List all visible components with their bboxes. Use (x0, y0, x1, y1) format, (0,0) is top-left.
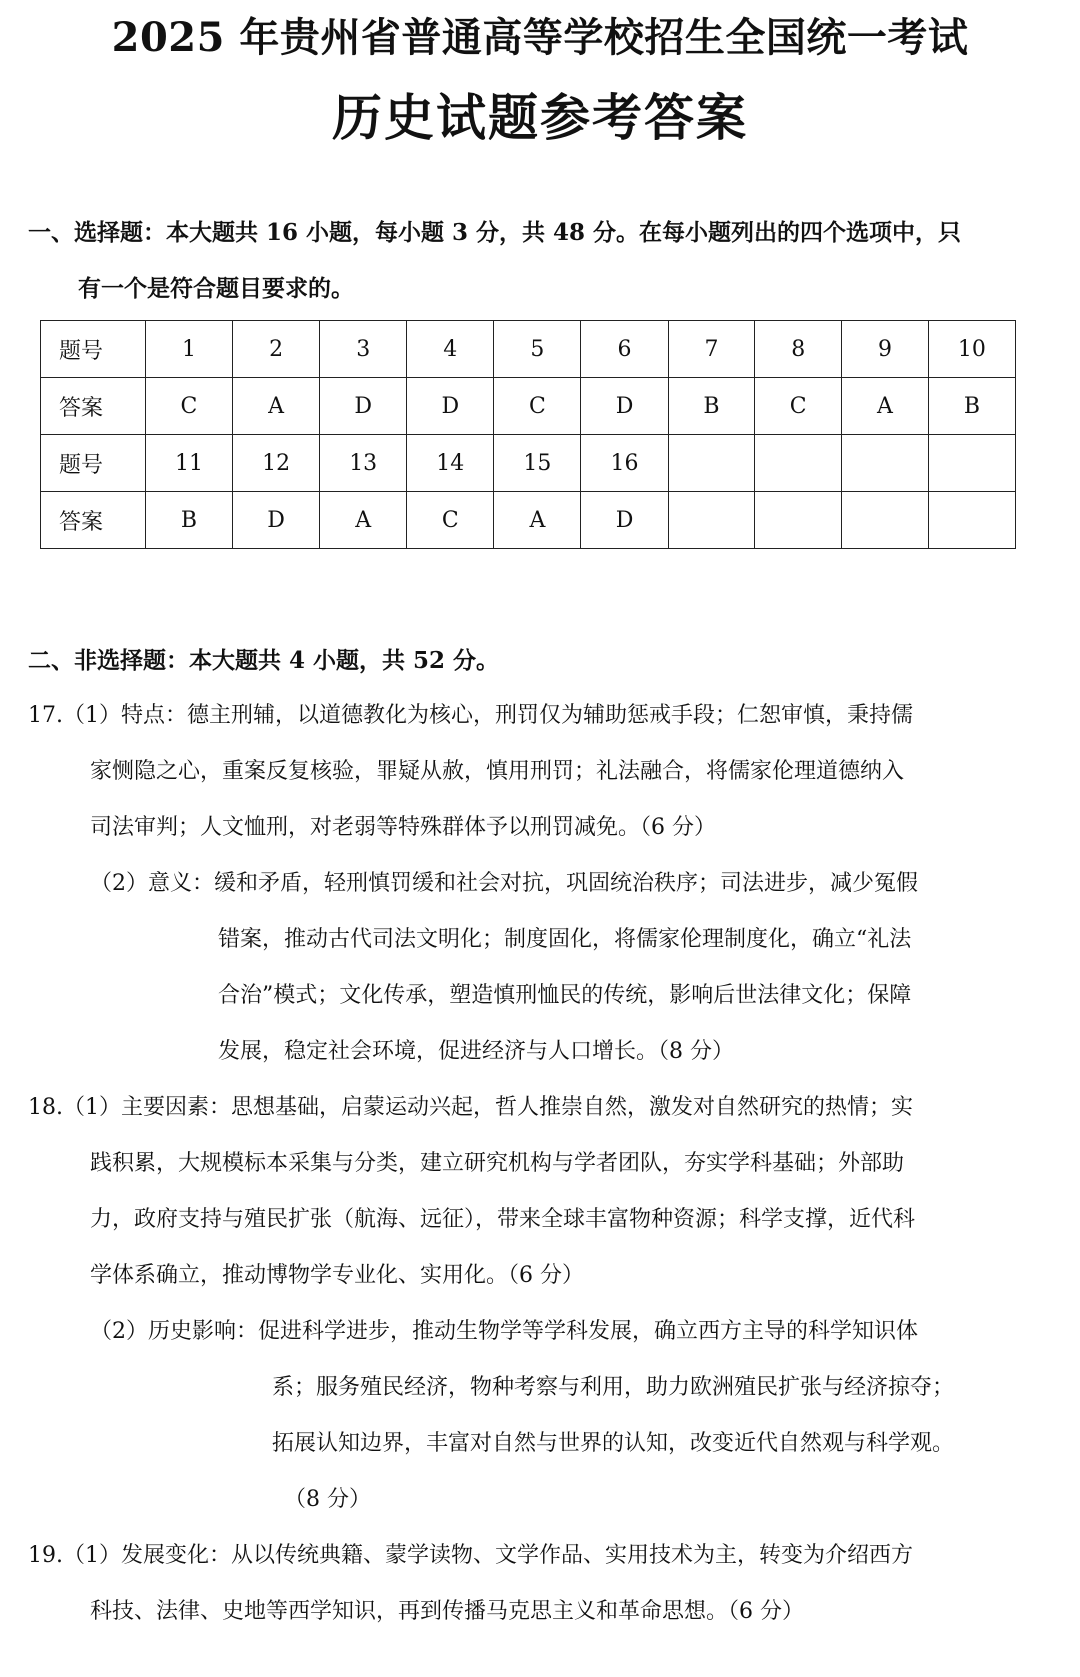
q17-part2-line: 发展，稳定社会环境，促进经济与人口增长。（8 分） (218, 1039, 734, 1064)
table-cell: D (320, 378, 407, 435)
table-cell (668, 435, 755, 492)
row-label: 答案 (41, 378, 146, 435)
q17-part1-line: 17.（1）特点：德主刑辅，以道德教化为核心，刑罚仅为辅助惩戒手段；仁恕审慎，秉持儒 (28, 703, 913, 728)
table-cell: 9 (842, 321, 929, 378)
q18-part1-line: 践积累，大规模标本采集与分类，建立研究机构与学者团队，夯实学科基础；外部助 (90, 1151, 905, 1176)
table-cell: 1 (145, 321, 232, 378)
section1-heading (28, 205, 1048, 317)
exam-title: 2025 年贵州省普通高等学校招生全国统一考试 (111, 14, 969, 61)
table-cell: C (407, 492, 494, 549)
table-row (41, 435, 1016, 492)
table-cell: 15 (494, 435, 581, 492)
table-cell: 12 (233, 435, 320, 492)
table-cell: 10 (928, 321, 1015, 378)
table-cell: 6 (581, 321, 668, 378)
q19-part1-line: 19.（1）发展变化：从以传统典籍、蒙学读物、文学作品、实用技术为主，转变为介绍西方 (28, 1543, 913, 1568)
section1-heading-line2: 有一个是符合题目要求的。 (78, 275, 354, 302)
q17-part1-line: 家恻隐之心，重案反复核验，罪疑从赦，慎用刑罚；礼法融合，将儒家伦理道德纳入 (90, 759, 905, 784)
section2-heading: 二、非选择题：本大题共 4 小题，共 52 分。 (28, 647, 500, 674)
q18-part2-line: （8 分） (284, 1487, 371, 1512)
table-cell: D (581, 492, 668, 549)
table-cell (755, 435, 842, 492)
q17-part2-line: （2）意义：缓和矛盾，轻刑慎罚缓和社会对抗，巩固统治秩序；司法进步，减少冤假 (90, 871, 918, 896)
table-row (41, 321, 1016, 378)
table-cell: 7 (668, 321, 755, 378)
q18-part1-line: 力，政府支持与殖民扩张（航海、远征），带来全球丰富物种资源；科学支撑，近代科 (90, 1207, 916, 1232)
q18-part2-line: 拓展认知边界，丰富对自然与世界的认知，改变近代自然观与科学观。 (272, 1431, 955, 1456)
table-cell: 11 (145, 435, 232, 492)
table-cell: B (928, 378, 1015, 435)
table-cell: C (755, 378, 842, 435)
table-cell: 8 (755, 321, 842, 378)
question-19 (28, 1528, 1050, 1640)
table-cell: 13 (320, 435, 407, 492)
q19-part1-line: 科技、法律、史地等西学知识，再到传播马克思主义和革命思想。（6 分） (90, 1599, 804, 1624)
row-label: 题号 (41, 321, 146, 378)
table-cell: 14 (407, 435, 494, 492)
q18-part2-line: （2）历史影响：促进科学进步，推动生物学等学科发展，确立西方主导的科学知识体 (90, 1319, 918, 1344)
table-cell: A (842, 378, 929, 435)
question-17 (28, 688, 1050, 1080)
table-cell: 5 (494, 321, 581, 378)
table-cell: 16 (581, 435, 668, 492)
table-cell: B (145, 492, 232, 549)
table-cell (928, 435, 1015, 492)
table-cell: C (494, 378, 581, 435)
table-row (41, 492, 1016, 549)
row-label: 答案 (41, 492, 146, 549)
table-cell (842, 492, 929, 549)
table-cell: A (233, 378, 320, 435)
q17-part2-line: 错案，推动古代司法文明化；制度固化，将儒家伦理制度化，确立“礼法 (218, 927, 912, 952)
section1-heading-line1: 一、选择题：本大题共 16 小题，每小题 3 分，共 48 分。在每小题列出的四个选项中，只 (28, 219, 962, 246)
table-cell (842, 435, 929, 492)
row-label: 题号 (41, 435, 146, 492)
table-cell: 4 (407, 321, 494, 378)
q18-part2-line: 系；服务殖民经济，物种考察与利用，助力欧洲殖民扩张与经济掠夺； (272, 1375, 955, 1400)
table-cell (755, 492, 842, 549)
document-title: 历史试题参考答案 (332, 88, 748, 147)
answer-table (40, 320, 1016, 549)
question-18 (28, 1080, 1050, 1528)
table-cell: B (668, 378, 755, 435)
table-cell: A (494, 492, 581, 549)
table-cell: C (145, 378, 232, 435)
q17-part2-line: 合治”模式；文化传承，塑造慎刑恤民的传统，影响后世法律文化；保障 (218, 983, 912, 1008)
table-cell: A (320, 492, 407, 549)
q17-part1-line: 司法审判；人文恤刑，对老弱等特殊群体予以刑罚减免。（6 分） (90, 815, 716, 840)
table-cell: 2 (233, 321, 320, 378)
table-cell: D (233, 492, 320, 549)
q18-part1-line: 18.（1）主要因素：思想基础，启蒙运动兴起，哲人推崇自然，激发对自然研究的热情；实 (28, 1095, 913, 1120)
table-cell: D (407, 378, 494, 435)
table-cell (928, 492, 1015, 549)
q18-part1-line: 学体系确立，推动博物学专业化、实用化。（6 分） (90, 1263, 584, 1288)
table-cell: D (581, 378, 668, 435)
table-cell (668, 492, 755, 549)
table-cell: 3 (320, 321, 407, 378)
table-row (41, 378, 1016, 435)
